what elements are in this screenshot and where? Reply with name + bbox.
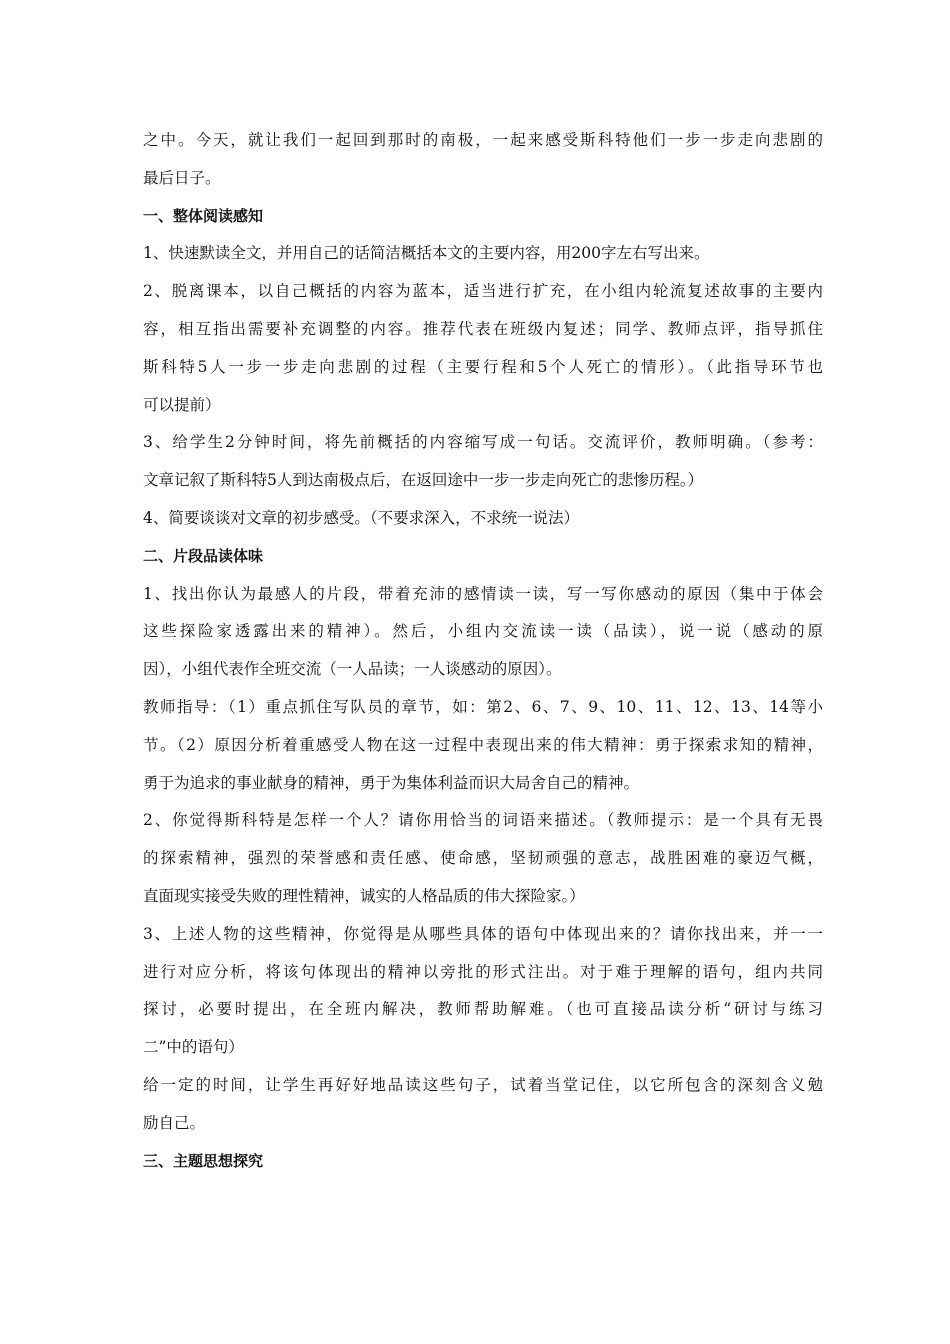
paragraph-line: 最后日子。: [143, 168, 221, 187]
paragraph-line: 给一定的时间，让学生再好好地品读这些句子，试着当堂记住，以它所包含的深刻含义勉: [143, 1075, 823, 1094]
paragraph-line: 1、快速默读全文，并用自己的话简洁概括本文的主要内容，用200字左右写出来。: [143, 244, 710, 263]
paragraph-line: 教师指导：（1）重点抓住写队员的章节，如：第2、6、7、9、10、11、12、13、14等小: [143, 697, 823, 716]
paragraph-line: 进行对应分析，将该句体现出的精神以旁批的形式注出。对于难于理解的语句，组内共同: [143, 962, 823, 981]
paragraph-line: 3、上述人物的这些精神，你觉得是从哪些具体的语句中体现出来的？请你找出来，并一一: [143, 924, 823, 943]
paragraph-line: 4、简要谈谈对文章的初步感受。（不要求深入，不求统一说法）: [143, 508, 580, 527]
paragraph-line: 2、你觉得斯科特是怎样一个人？请你用恰当的词语来描述。（教师提示：是一个具有无畏: [143, 811, 823, 830]
paragraph-line: 二”中的语句）: [143, 1038, 244, 1057]
paragraph-line: 之中。今天，就让我们一起回到那时的南极，一起来感受斯科特他们一步一步走向悲剧的: [143, 131, 823, 149]
paragraph-line: 容，相互指出需要补充调整的内容。推荐代表在班级内复述；同学、教师点评，指导抓住: [143, 319, 823, 338]
paragraph-line: 文章记叙了斯科特5人到达南极点后，在返回途中一步一步走向死亡的悲惨历程。）: [143, 471, 704, 490]
paragraph-line: 可以提前）: [143, 395, 221, 414]
section-heading-3: 三、主题思想探究: [143, 1151, 264, 1170]
paragraph-line: 励自己。: [143, 1113, 206, 1132]
paragraph-line: 斯科特5人一步一步走向悲剧的过程（主要行程和5个人死亡的情形）。（此指导环节也: [143, 357, 823, 376]
paragraph-line: 直面现实接受失败的理性精神，诚实的人格品质的伟大探险家。）: [143, 886, 585, 905]
paragraph-line: 因），小组代表作全班交流（一人品读；一人谈感动的原因）。: [143, 660, 562, 679]
paragraph-line: 探讨，必要时提出，在全班内解决，教师帮助解难。（也可直接品读分析“研讨与练习: [143, 1000, 823, 1019]
paragraph-line: 节。（2）原因分析着重感受人物在这一过程中表现出来的伟大精神：勇于探索求知的精神，: [143, 735, 823, 754]
paragraph-line: 1、找出你认为最感人的片段，带着充沛的感情读一读，写一写你感动的原因（集中于体会: [143, 584, 823, 603]
section-heading-2: 二、片段品读体味: [143, 546, 264, 565]
document-body: [143, 122, 823, 1180]
paragraph-line: 2、脱离课本，以自己概括的内容为蓝本，适当进行扩充，在小组内轮流复述故事的主要内: [143, 282, 823, 301]
section-heading-1: 一、整体阅读感知: [143, 206, 264, 225]
paragraph-line: 勇于为追求的事业献身的精神，勇于为集体利益而识大局舍自己的精神。: [143, 773, 640, 792]
paragraph-line: 的探索精神，强烈的荣誉感和责任感、使命感，坚韧顽强的意志，战胜困难的豪迈气概，: [143, 849, 823, 868]
paragraph-line: 3、给学生2分钟时间，将先前概括的内容缩写成一句话。交流评价，教师明确。（参考：: [143, 433, 823, 452]
paragraph-line: 这些探险家透露出来的精神）。然后，小组内交流读一读（品读），说一说（感动的原: [143, 622, 823, 641]
